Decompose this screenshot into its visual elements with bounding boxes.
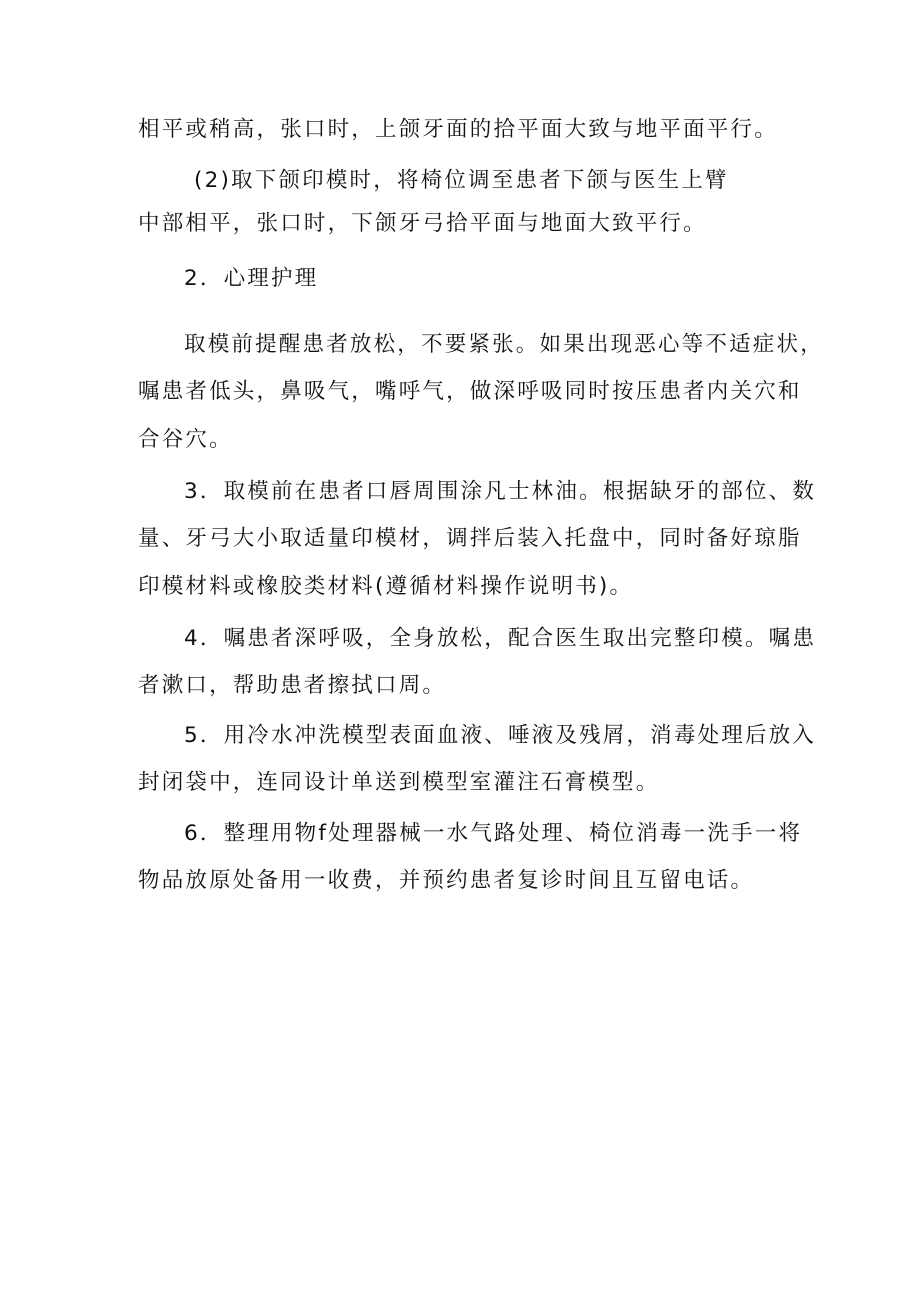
text-line: (2)取下颌印模时，将椅位调至患者下颌与医生上臂	[194, 168, 729, 193]
text-line: 量、牙弓大小取适量印模材，调拌后装入托盘中，同时备好琼脂	[138, 526, 802, 551]
text-line: 6．整理用物f处理器械一水气路处理、椅位消毒一洗手一将	[184, 821, 803, 846]
text-line: 者漱口，帮助患者擦拭口周。	[138, 673, 447, 698]
text-line: 中部相平，张口时，下颌牙弓拾平面与地面大致平行。	[138, 211, 707, 236]
text-line: 3．取模前在患者口唇周围涂凡士林油。根据缺牙的部位、数	[184, 479, 817, 504]
section-heading: 2．心理护理	[184, 266, 319, 291]
text-line: 合谷穴。	[138, 427, 233, 452]
text-line: 物品放原处备用一收费，并预约患者复诊时间且互留电话。	[138, 868, 755, 893]
text-line: 相平或稍高，张口时，上颌牙面的拾平面大致与地平面平行。	[138, 117, 778, 142]
text-line: 嘱患者低头，鼻吸气，嘴呼气，做深呼吸同时按压患者内关穴和	[138, 379, 802, 404]
text-line: 封闭袋中，连同设计单送到模型室灌注石膏模型。	[138, 770, 660, 795]
text-line: 4．嘱患者深呼吸，全身放松，配合医生取出完整印模。嘱患	[184, 626, 817, 651]
text-line: 取模前提醒患者放松，不要紧张。如果出现恶心等不适症状，	[184, 332, 824, 357]
text-line: 5．用冷水冲洗模型表面血液、唾液及残屑，消毒处理后放入	[184, 723, 817, 748]
text-line: 印模材料或橡胶类材料(遵循材料操作说明书)。	[138, 574, 634, 599]
